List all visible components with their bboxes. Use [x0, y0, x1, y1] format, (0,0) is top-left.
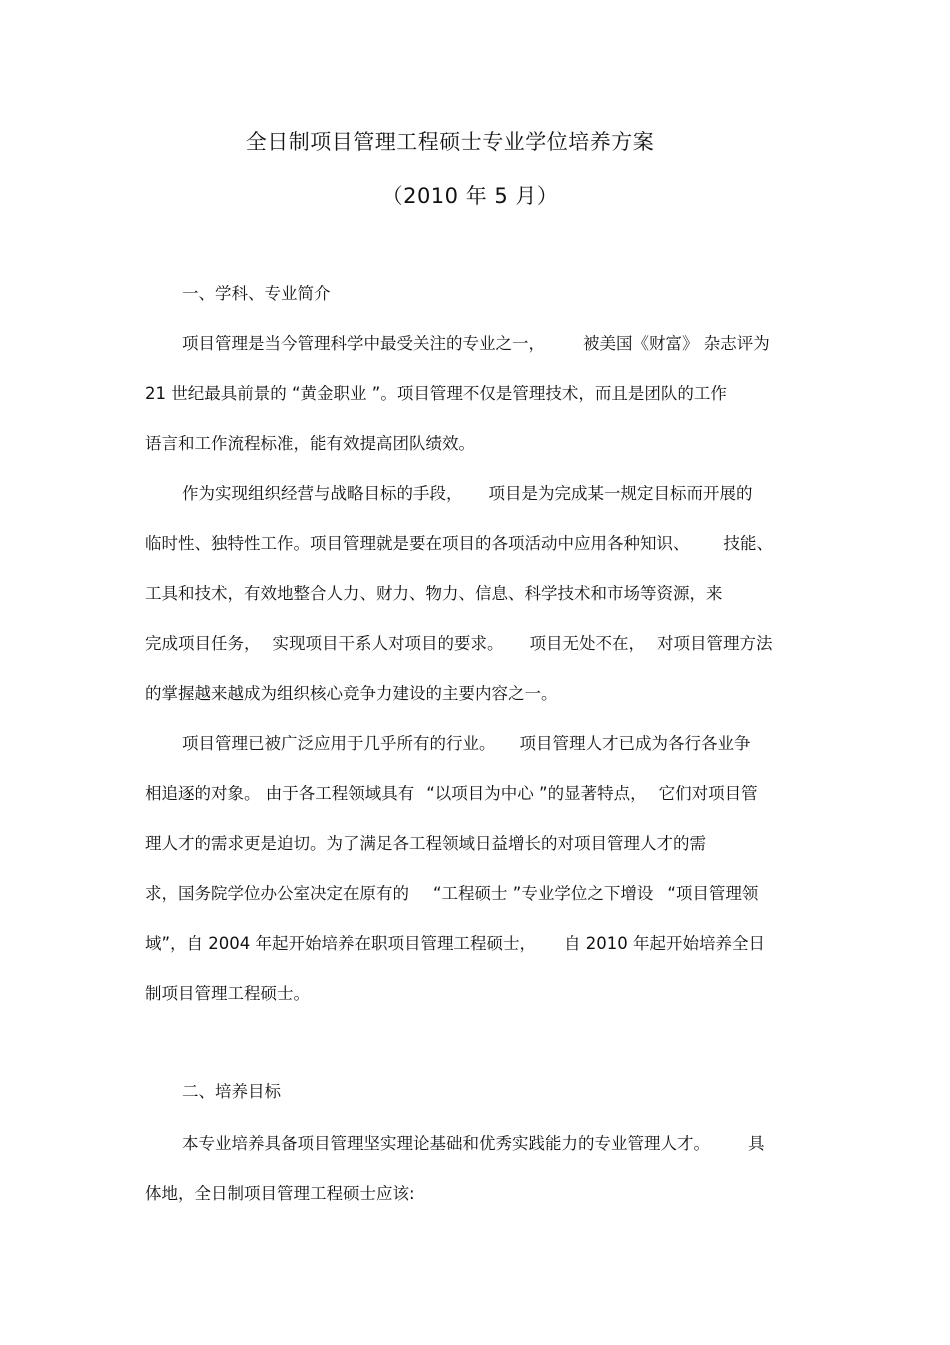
text-line	[145, 933, 765, 955]
text-line	[182, 733, 751, 755]
text-span: 项目管理人才已成为各行各业争	[519, 734, 751, 753]
text-line	[145, 1183, 415, 1205]
text-line	[182, 333, 770, 355]
text-line	[145, 983, 310, 1005]
text-span: 工具和技术，有效地整合人力、财力、物力、信息、科学技术和市场等资源，来	[145, 584, 723, 603]
text-span: 完成项目任务，	[145, 634, 261, 653]
text-span: 相追逐的对象。 由于各工程领域具有	[145, 784, 415, 803]
text-span: 被美国《财富》 杂志评为	[583, 334, 770, 353]
text-span: 21 世纪最具前景的 “黄金职业 ”。项目管理不仅是管理技术，而且是团队的工作	[145, 384, 727, 403]
text-span: 理人才的需求更是迫切。为了满足各工程领域日益增长的对项目管理人才的需	[145, 834, 706, 853]
document-date: （2010 年 5 月）	[381, 184, 559, 208]
text-line	[145, 383, 727, 405]
text-span: “工程硕士 ”专业学位之下增设	[433, 884, 654, 903]
text-line	[145, 533, 773, 555]
document-title: 全日制项目管理工程硕士专业学位培养方案	[245, 130, 655, 154]
text-line	[145, 683, 558, 705]
text-span: 求，国务院学位办公室决定在原有的	[145, 884, 409, 903]
text-span: 项目管理是当今管理科学中最受关注的专业之一，	[182, 334, 545, 353]
text-line	[145, 883, 758, 905]
text-line	[145, 433, 475, 455]
text-line	[145, 833, 706, 855]
text-span: 体地，全日制项目管理工程硕士应该:	[145, 1184, 415, 1203]
text-line	[145, 633, 773, 655]
text-line	[182, 483, 753, 505]
text-span: 作为实现组织经营与战略目标的手段，	[182, 484, 463, 503]
text-span: 项目是为完成某一规定目标而开展的	[488, 484, 753, 503]
text-span: 项目管理已被广泛应用于几乎所有的行业。	[182, 734, 496, 753]
text-span: 语言和工作流程标准，能有效提高团队绩效。	[145, 434, 475, 453]
text-span: 它们对项目管	[658, 784, 758, 803]
section-heading: 一、学科、专业简介	[182, 284, 331, 303]
text-span: 制项目管理工程硕士。	[145, 984, 310, 1003]
text-span: 技能、	[723, 534, 773, 553]
section-heading: 二、培养目标	[182, 1082, 281, 1101]
text-span: 项目无处不在，	[529, 634, 645, 653]
text-span: “以项目为中心 ”的显著特点，	[426, 784, 647, 803]
text-span: 的掌握越来越成为组织核心竞争力建设的主要内容之一。	[145, 684, 558, 703]
text-span: 对项目管理方法	[657, 634, 773, 653]
text-line	[182, 1133, 765, 1155]
text-span: 本专业培养具备项目管理坚实理论基础和优秀实践能力的专业管理人才。	[182, 1134, 710, 1153]
text-span: “项目管理领	[667, 884, 759, 903]
text-span: 临时性、独特性工作。项目管理就是要在项目的各项活动中应用各种知识、	[145, 534, 690, 553]
text-span: 域”，自 2004 年起开始培养在职项目管理工程硕士，	[145, 934, 537, 953]
text-span: 实现项目干系人对项目的要求。	[272, 634, 504, 653]
text-span: 自 2010 年起开始培养全日	[564, 934, 766, 953]
text-span: 具	[748, 1134, 765, 1153]
text-line	[145, 583, 723, 605]
text-line	[145, 783, 758, 805]
